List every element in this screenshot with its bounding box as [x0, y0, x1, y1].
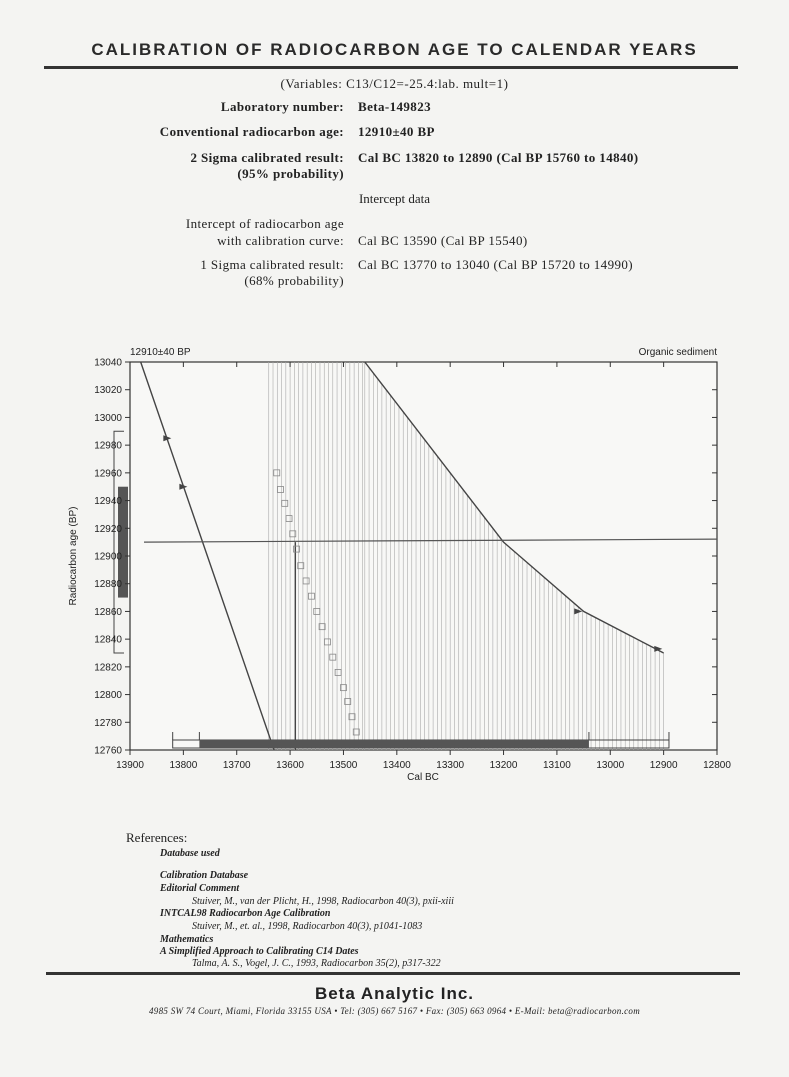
- ref-line-5: Stuiver, M., et. al., 1998, Radiocarbon 40(3), p1041-1083: [192, 921, 423, 932]
- references-heading: References:: [126, 830, 188, 845]
- company-name: Beta Analytic Inc.: [314, 984, 475, 1003]
- x-tick-label: 13100: [543, 760, 571, 771]
- ref-line-7: A Simplified Approach to Calibrating C14 Dates: [160, 946, 359, 957]
- y-tick-label: 12800: [94, 690, 122, 702]
- calibration-chart: [62, 340, 742, 790]
- intercept-value: Cal BC 13590 (Cal BP 15540): [358, 233, 528, 248]
- sigma2-label: 2 Sigma calibrated result:: [190, 150, 344, 165]
- sigma1-probability: (68% probability): [244, 273, 344, 288]
- y-tick-label: 13020: [94, 385, 122, 397]
- plot-area: [130, 362, 717, 750]
- ref-line-4: INTCAL98 Radiocarbon Age Calibration: [160, 908, 331, 919]
- header-rule: [44, 66, 738, 69]
- ref-line-8: Talma, A. S., Vogel, J. C., 1993, Radiocarbon 35(2), p317-322: [192, 958, 441, 969]
- lab-number-value: Beta-149823: [358, 99, 431, 114]
- y-axis-label: Radiocarbon age (BP): [68, 506, 79, 606]
- conventional-age-value: 12910±40 BP: [358, 124, 435, 139]
- x-tick-label: 13300: [436, 760, 465, 771]
- footer-rule: [46, 972, 740, 975]
- x-tick-label: 12800: [703, 760, 731, 771]
- y-tick-label: 13040: [94, 357, 122, 369]
- y-tick-label: 13000: [94, 412, 122, 424]
- x-tick-label: 13700: [222, 760, 251, 771]
- y-tick-label: 12900: [94, 551, 122, 563]
- x-tick-label: 13000: [596, 760, 625, 771]
- lab-number-label: Laboratory number:: [220, 99, 344, 114]
- chart-top-left-label: 12910±40 BP: [130, 347, 191, 358]
- variables-line: (Variables: C13/C12=-25.4:lab. mult=1): [280, 76, 509, 91]
- ref-line-2: Editorial Comment: [160, 883, 240, 894]
- sigma1-range-bar: [199, 740, 589, 748]
- ref-line-6: Mathematics: [160, 934, 214, 945]
- intercept-heading: Intercept data: [358, 191, 431, 206]
- x-tick-label: 13600: [276, 760, 304, 771]
- intercept-label-1: Intercept of radiocarbon age: [185, 216, 344, 231]
- sigma2-probability: (95% probability): [237, 166, 344, 181]
- y-tick-label: 12920: [94, 523, 122, 535]
- x-tick-label: 13500: [329, 760, 358, 771]
- y-tick-label: 12980: [94, 440, 122, 452]
- y-tick-label: 12760: [94, 745, 122, 757]
- y-tick-label: 12960: [94, 468, 122, 480]
- x-tick-label: 13900: [116, 760, 144, 771]
- chart-top-right-label: Organic sediment: [638, 347, 717, 358]
- y-tick-label: 12880: [94, 579, 122, 591]
- x-tick-label: 12900: [649, 760, 678, 771]
- y-tick-label: 12840: [94, 634, 122, 646]
- sigma2-value: Cal BC 13820 to 12890 (Cal BP 15760 to 14840): [358, 150, 639, 165]
- sigma1-value: Cal BC 13770 to 13040 (Cal BP 15720 to 14990): [358, 257, 633, 272]
- x-tick-label: 13800: [169, 760, 198, 771]
- sigma1-label: 1 Sigma calibrated result:: [200, 257, 344, 272]
- y-tick-label: 12940: [94, 496, 122, 508]
- x-axis-label: Cal BC: [407, 772, 439, 783]
- conventional-age-label: Conventional radiocarbon age:: [159, 124, 344, 139]
- y-tick-label: 12860: [94, 606, 122, 618]
- y-tick-label: 12820: [94, 662, 122, 674]
- x-tick-label: 13400: [382, 760, 411, 771]
- x-tick-label: 13200: [489, 760, 518, 771]
- y-tick-label: 12780: [94, 717, 122, 729]
- ref-line-0: Database used: [160, 848, 220, 859]
- company-address: 4985 SW 74 Court, Miami, Florida 33155 USA • Tel: (305) 667 5167 • Fax: (305) 663 0964 • E-Mail: beta@radiocarbon.com: [148, 1006, 641, 1016]
- ref-line-1: Calibration Database: [160, 870, 249, 881]
- intercept-label-2: with calibration curve:: [217, 233, 344, 248]
- ref-line-3: Stuiver, M., van der Plicht, H., 1998, Radiocarbon 40(3), pxii-xiii: [192, 896, 454, 907]
- page-title: CALIBRATION OF RADIOCARBON AGE TO CALENDAR YEARS: [91, 40, 698, 59]
